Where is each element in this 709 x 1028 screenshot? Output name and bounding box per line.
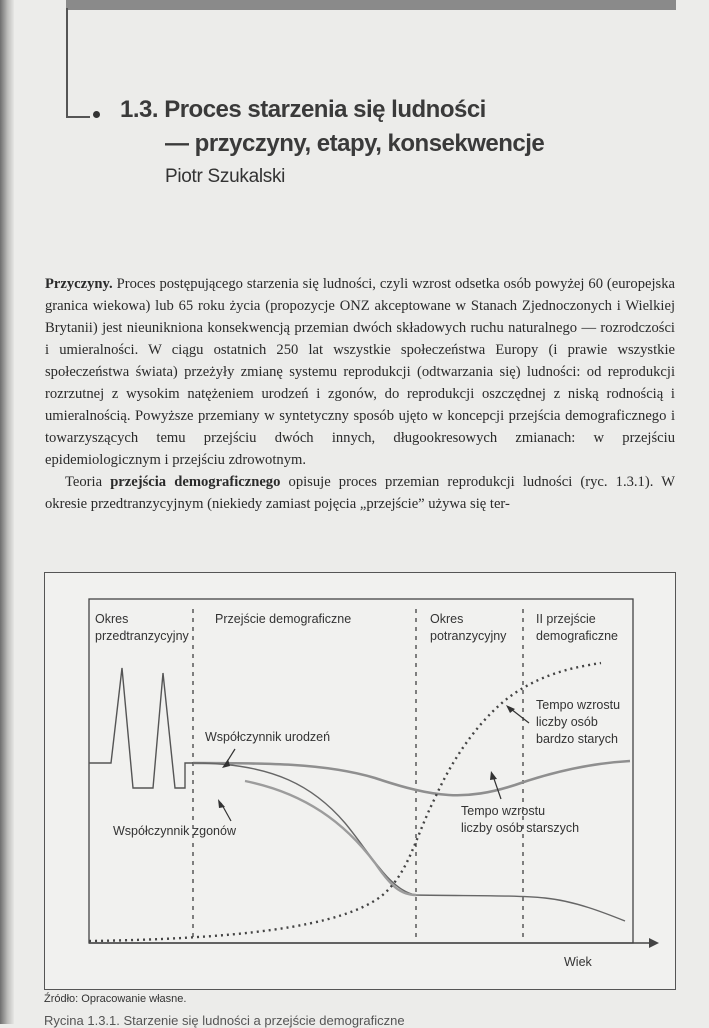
birth-rate-decline (245, 781, 416, 895)
diagram-frame (89, 599, 633, 943)
phase-label-pretransition: Okres przedtranzycyjny (95, 612, 189, 643)
label-growth-very-old: Tempo wzrostu liczby osób bardzo starych (536, 698, 621, 746)
paragraph-2-bold-term: przejścia demograficznego (110, 474, 281, 490)
author-name: Piotr Szukalski (165, 166, 286, 187)
arrow-growth-head-icon (490, 771, 497, 780)
birth-rate-curve (193, 761, 630, 795)
section-bracket (66, 8, 90, 118)
death-rate-curve (193, 763, 625, 921)
section-title (120, 93, 544, 161)
body-text (45, 273, 675, 515)
page-gutter-shadow (0, 0, 14, 1024)
figure-source: Źródło: Opracowanie własne. (44, 993, 187, 1005)
phase-label-transition: Przejście demograficzne (215, 612, 352, 626)
phase-label-second-transition: II przejście demograficzne (536, 612, 618, 643)
death-rate-spikes (89, 668, 193, 788)
x-axis-label: Wiek (564, 955, 592, 969)
arrow-deaths-head-icon (218, 799, 225, 808)
figure-caption: Rycina 1.3.1. Starzenie się ludności a przejście demograficzne (44, 1013, 405, 1028)
paragraph-2-pre: Teoria (65, 474, 111, 490)
phase-label-posttransition: Okres potranzycyjny (430, 612, 507, 643)
label-birth-rate: Współczynnik urodzeń (205, 730, 331, 744)
paragraph-1-text: Proces postępującego starzenia się ludności, czyli wzrost odsetka osób powyżej 60 (europejska granica wiekowa) lub 65 roku życia (propozycje ONZ akceptowane w Stanach Zjednoczonych i Wielkiej Brytanii) jest nieunikniona konsekwencją przemian dwóch składowych ruchu naturalnego — rozrodczości i umieralności. W ciągu ostatnich 250 lat wszystkie społeczeństwa Europy (i prawie wszystkie społeczeństwa świata) przeżyły zmianę systemu reprodukcji (odtwarzania się) ludności: od reprodukcji rozrzutnej z wysokim natężeniem urodzeń i zgonów, do reprodukcji oszczędnej z niską rodnością i umieralnością. Powyższe przemiany w syntetyczny sposób ujęto w koncepcji przejścia demograficznego i towarzyszących temu przejściu dwóch innych, długookresowych zmianach: w przejściu epidemiologicznym i przejściu zdrowotnym. (45, 276, 675, 468)
bullet-dot-icon (93, 111, 100, 118)
arrow-growth (493, 776, 501, 799)
figure-demographic-transition (44, 572, 676, 990)
arrow-growth-old (511, 709, 529, 723)
label-death-rate: Współczynnik zgonów (113, 824, 236, 838)
x-axis-arrow-icon (649, 938, 659, 948)
paragraph-2-post: opisuje proces przemian reprodukcji ludności (ryc. 1.3.1). W okresie przedtranzycyjnym (niekiedy zamiast pojęcia „przejście” używa się ter- (45, 474, 675, 512)
paragraph-2 (45, 471, 675, 515)
paragraph-1-lead: Przyczyny. (45, 276, 113, 292)
label-growth-elderly: Tempo wzrostu liczby osób starszych (461, 804, 580, 835)
paragraph-1 (45, 273, 675, 471)
header-bar (66, 0, 676, 10)
section-title-line2: — przyczyny, etapy, konsekwencje (165, 130, 545, 157)
section-title-line1: 1.3. Proces starzenia się ludności (120, 96, 486, 123)
